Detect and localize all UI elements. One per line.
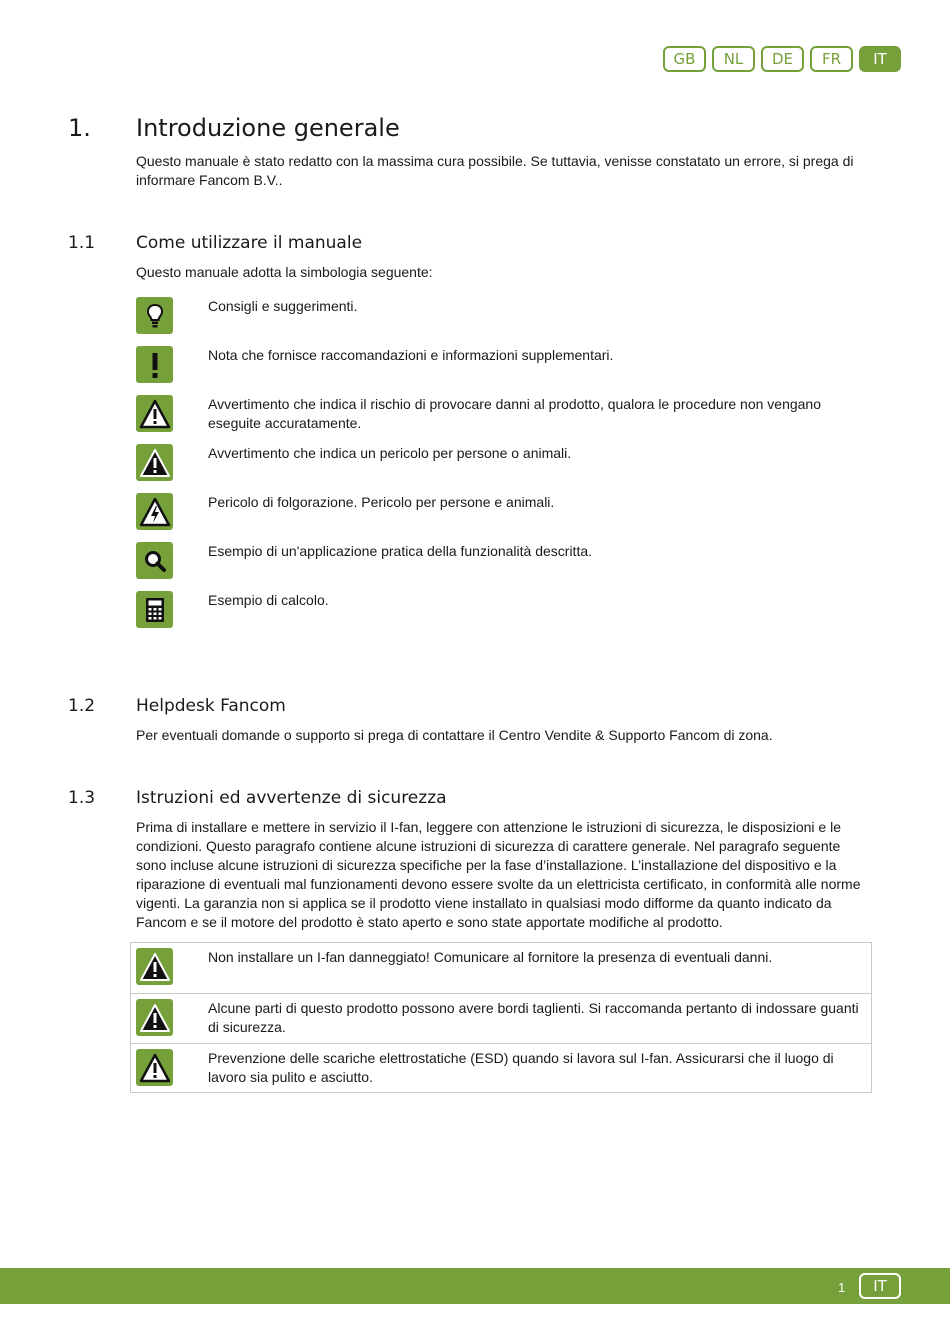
section-1-number: 1. xyxy=(68,114,91,142)
lang-tab-gb[interactable]: GB xyxy=(663,46,706,72)
section-1-3-number: 1.3 xyxy=(68,788,96,808)
warning-text: Non installare un I-fan danneggiato! Comunicare al fornitore la presenza di eventuali danni. xyxy=(208,949,773,965)
section-1-1-number: 1.1 xyxy=(68,233,96,253)
warning-filled-icon xyxy=(136,444,173,481)
section-1-2-body: Per eventuali domande o supporto si prega di contattare il Centro Vendite & Supporto Fancom di zona. xyxy=(136,727,773,743)
symbol-tips-text: Consigli e suggerimenti. xyxy=(208,298,358,314)
symbol-danger-text: Avvertimento che indica un pericolo per persone o animali. xyxy=(208,445,572,461)
table-row xyxy=(131,993,871,1044)
footer-language-tab: IT xyxy=(859,1273,901,1299)
warning-outline-icon xyxy=(136,395,173,432)
symbol-caution-text: Avvertimento che indica il rischio di provocare danni al prodotto, qualora le procedure non vengano eseguite accuratamente. xyxy=(208,396,822,431)
lang-tab-nl[interactable]: NL xyxy=(712,46,755,72)
symbol-example-text: Esempio di un'applicazione pratica della funzionalità descritta. xyxy=(208,543,593,559)
symbol-note-text: Nota che fornisce raccomandazioni e informazioni supplementari. xyxy=(208,347,614,363)
section-1-1-intro: Questo manuale adotta la simbologia seguente: xyxy=(136,264,433,280)
table-row xyxy=(131,943,871,993)
electric-shock-icon xyxy=(136,493,173,530)
symbol-shock-text: Pericolo di folgorazione. Pericolo per persone e animali. xyxy=(208,494,555,510)
exclamation-icon xyxy=(136,346,173,383)
section-1-body: Questo manuale è stato redatto con la massima cura possibile. Se tuttavia, venisse constatato un errore, si prega di informare Fancom B.V.. xyxy=(136,153,854,188)
lightbulb-icon xyxy=(136,297,173,334)
lang-tab-it[interactable]: IT xyxy=(859,46,901,72)
table-row xyxy=(131,1043,871,1094)
warning-outline-icon xyxy=(136,1049,173,1086)
lang-tab-fr[interactable]: FR xyxy=(810,46,853,72)
magnifier-icon xyxy=(136,542,173,579)
warning-text: Alcune parti di questo prodotto possono avere bordi taglienti. Si raccomanda pertanto di indossare guanti di sicurezza. xyxy=(208,1000,859,1035)
section-1-title: Introduzione generale xyxy=(136,114,400,142)
safety-warnings-table xyxy=(130,942,872,1093)
symbol-calculation-text: Esempio di calcolo. xyxy=(208,592,329,608)
warning-text: Prevenzione delle scariche elettrostatiche (ESD) quando si lavora sul I-fan. Assicurarsi che il luogo di lavoro sia pulito e asciutto. xyxy=(208,1050,834,1085)
section-1-2-title: Helpdesk Fancom xyxy=(136,696,286,716)
section-1-3-title: Istruzioni ed avvertenze di sicurezza xyxy=(136,788,447,808)
lang-tab-de[interactable]: DE xyxy=(761,46,804,72)
section-1-1-title: Come utilizzare il manuale xyxy=(136,233,363,253)
page-number: 1 xyxy=(838,1280,846,1295)
calculator-icon xyxy=(136,591,173,628)
warning-filled-icon xyxy=(136,999,173,1036)
warning-filled-icon xyxy=(136,948,173,985)
section-1-2-number: 1.2 xyxy=(68,696,96,716)
footer-bar xyxy=(0,1268,950,1304)
section-1-3-body: Prima di installare e mettere in servizio il I-fan, leggere con attenzione le istruzioni di sicurezza, le disposizioni e le condizioni. Questo paragrafo contiene alcune istruzioni di sicurezza di carattere generale. Nel paragrafo seguente sono incluse alcune istruzioni di sicurezza specifiche per la fase d’installazione. L’installazione del dispositivo e la riparazione di eventuali mal funzionamenti devono essere svolte da un elettricista certificato, in conformità alle norme vigenti. La garanzia non si applica se il prodotto viene installato in qualsiasi modo difforme da quanto indicato da Fancom e se il motore del prodotto è stato aperto e sono state apportate modifiche al prodotto. xyxy=(136,819,861,930)
